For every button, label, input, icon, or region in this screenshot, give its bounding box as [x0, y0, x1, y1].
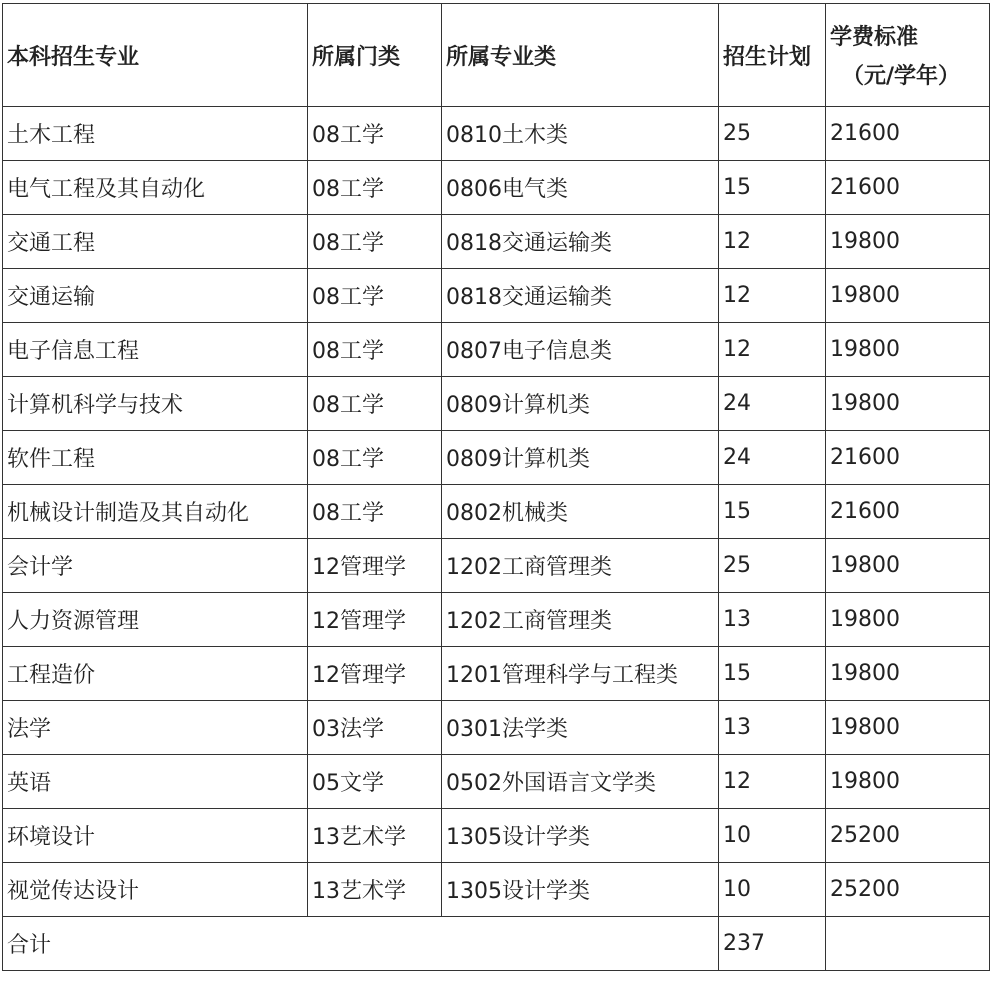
- cell-plan: 24: [719, 377, 826, 431]
- cell-plan: 10: [719, 863, 826, 917]
- cell-fee: 19800: [826, 593, 990, 647]
- cell-major-class: 0807电子信息类: [442, 323, 719, 377]
- table-row: [3, 755, 990, 809]
- cell-major: 环境设计: [3, 809, 308, 863]
- cell-category: 05文学: [308, 755, 442, 809]
- table-body: [3, 107, 990, 971]
- cell-major: 法学: [3, 701, 308, 755]
- cell-category: 08工学: [308, 485, 442, 539]
- cell-fee: 19800: [826, 755, 990, 809]
- table-row: [3, 161, 990, 215]
- cell-category: 08工学: [308, 161, 442, 215]
- header-fee-line1: 学费标准: [830, 25, 919, 50]
- cell-major-class: 0301法学类: [442, 701, 719, 755]
- header-plan: 招生计划: [719, 4, 826, 107]
- cell-fee: 19800: [826, 701, 990, 755]
- cell-fee: 19800: [826, 323, 990, 377]
- cell-category: 08工学: [308, 431, 442, 485]
- cell-major-class: 1202工商管理类: [442, 593, 719, 647]
- cell-major-class: 1202工商管理类: [442, 539, 719, 593]
- cell-category: 08工学: [308, 215, 442, 269]
- cell-category: 08工学: [308, 323, 442, 377]
- cell-plan: 12: [719, 269, 826, 323]
- cell-major-class: 1201管理科学与工程类: [442, 647, 719, 701]
- cell-major-class: 1305设计学类: [442, 809, 719, 863]
- cell-plan: 15: [719, 161, 826, 215]
- cell-plan: 12: [719, 755, 826, 809]
- cell-fee: 25200: [826, 809, 990, 863]
- table-row: [3, 539, 990, 593]
- table-row: [3, 809, 990, 863]
- header-major-class: 所属专业类: [442, 4, 719, 107]
- cell-category: 12管理学: [308, 539, 442, 593]
- table-row: [3, 431, 990, 485]
- cell-category: 12管理学: [308, 647, 442, 701]
- cell-major: 计算机科学与技术: [3, 377, 308, 431]
- header-major: 本科招生专业: [3, 4, 308, 107]
- cell-major-class: 0802机械类: [442, 485, 719, 539]
- table-row: [3, 269, 990, 323]
- table-row: [3, 485, 990, 539]
- cell-major-class: 0818交通运输类: [442, 269, 719, 323]
- cell-major: 交通工程: [3, 215, 308, 269]
- cell-plan: 15: [719, 485, 826, 539]
- cell-major: 机械设计制造及其自动化: [3, 485, 308, 539]
- cell-plan: 24: [719, 431, 826, 485]
- cell-major-class: 0502外国语言文学类: [442, 755, 719, 809]
- total-label: 合计: [3, 917, 719, 971]
- cell-plan: 13: [719, 701, 826, 755]
- cell-plan: 12: [719, 215, 826, 269]
- cell-major: 视觉传达设计: [3, 863, 308, 917]
- header-fee: [826, 4, 990, 107]
- cell-fee: 21600: [826, 431, 990, 485]
- cell-fee: 21600: [826, 485, 990, 539]
- table-row: [3, 701, 990, 755]
- cell-major-class: 0806电气类: [442, 161, 719, 215]
- cell-fee: 19800: [826, 269, 990, 323]
- cell-fee: 21600: [826, 161, 990, 215]
- cell-category: 12管理学: [308, 593, 442, 647]
- cell-major: 电子信息工程: [3, 323, 308, 377]
- cell-major-class: 1305设计学类: [442, 863, 719, 917]
- cell-major: 电气工程及其自动化: [3, 161, 308, 215]
- cell-plan: 12: [719, 323, 826, 377]
- cell-category: 03法学: [308, 701, 442, 755]
- cell-fee: 19800: [826, 647, 990, 701]
- total-fee-empty: [826, 917, 990, 971]
- cell-major: 交通运输: [3, 269, 308, 323]
- table-row: [3, 107, 990, 161]
- header-fee-line2: （元/学年）: [842, 64, 961, 89]
- cell-category: 08工学: [308, 269, 442, 323]
- cell-category: 08工学: [308, 107, 442, 161]
- cell-category: 13艺术学: [308, 863, 442, 917]
- cell-plan: 15: [719, 647, 826, 701]
- table-header-row: [3, 4, 990, 107]
- cell-fee: 19800: [826, 377, 990, 431]
- cell-fee: 21600: [826, 107, 990, 161]
- table-row: [3, 593, 990, 647]
- cell-fee: 19800: [826, 215, 990, 269]
- cell-plan: 13: [719, 593, 826, 647]
- table-row: [3, 647, 990, 701]
- cell-plan: 10: [719, 809, 826, 863]
- cell-fee: 25200: [826, 863, 990, 917]
- total-plan: 237: [719, 917, 826, 971]
- cell-major: 英语: [3, 755, 308, 809]
- cell-major: 土木工程: [3, 107, 308, 161]
- table-row: [3, 215, 990, 269]
- header-category: 所属门类: [308, 4, 442, 107]
- cell-major-class: 0809计算机类: [442, 431, 719, 485]
- cell-major-class: 0810土木类: [442, 107, 719, 161]
- cell-major: 软件工程: [3, 431, 308, 485]
- cell-category: 08工学: [308, 377, 442, 431]
- table-row: [3, 863, 990, 917]
- total-row: [3, 917, 990, 971]
- cell-major: 人力资源管理: [3, 593, 308, 647]
- table-row: [3, 377, 990, 431]
- cell-major-class: 0818交通运输类: [442, 215, 719, 269]
- enrollment-plan-table: [2, 3, 990, 971]
- cell-major-class: 0809计算机类: [442, 377, 719, 431]
- table-row: [3, 323, 990, 377]
- cell-major: 工程造价: [3, 647, 308, 701]
- cell-major: 会计学: [3, 539, 308, 593]
- cell-category: 13艺术学: [308, 809, 442, 863]
- cell-fee: 19800: [826, 539, 990, 593]
- cell-plan: 25: [719, 107, 826, 161]
- cell-plan: 25: [719, 539, 826, 593]
